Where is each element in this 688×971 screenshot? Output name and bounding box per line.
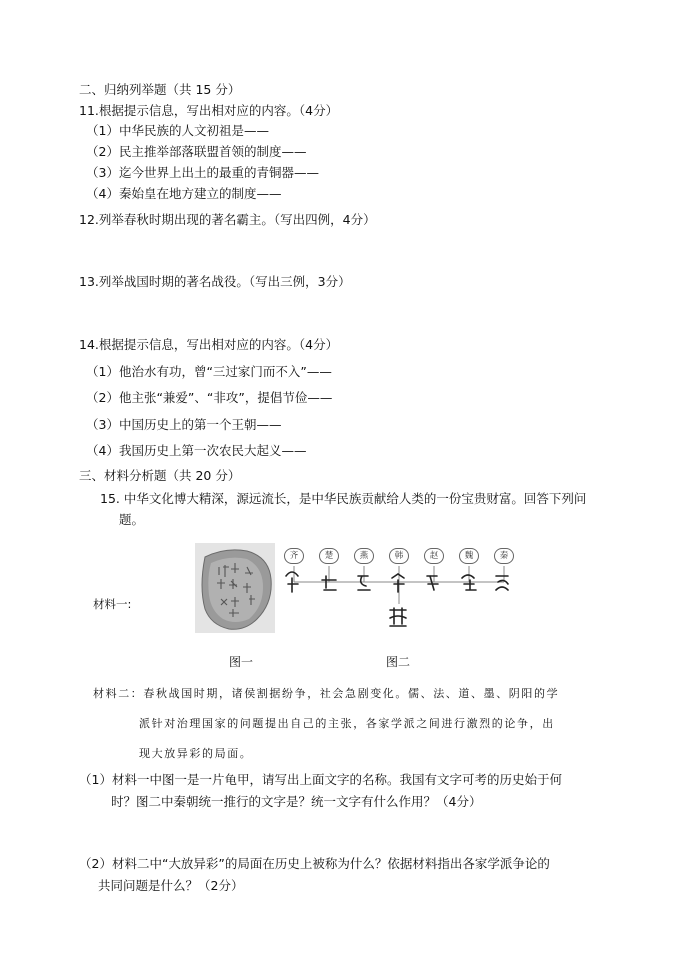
q11-stem: 11.根据提示信息，写出相对应的内容。（4分） [79,103,339,118]
tortoise-shell-icon [195,543,275,633]
sub2-line2: 共同问题是什么？（2分） [98,878,244,893]
q14-stem: 14.根据提示信息，写出相对应的内容。（4分） [79,337,339,352]
section2-title: 二、归纳列举题（共 15 分） [79,82,241,97]
material2-line3: 现大放异彩的局面。 [139,747,253,760]
state-label-qin: 秦 [494,548,514,564]
q11-item-4: （4）秦始皇在地方建立的制度—— [86,186,282,201]
q12-text: 12.列举春秋时期出现的著名霸主。（写出四例，4分） [79,212,376,227]
q11-item-2: （2）民主推举部落联盟首领的制度—— [86,144,307,159]
script-unification-figure [280,548,520,632]
q13-text: 13.列举战国时期的著名战役。（写出三例，3分） [79,274,351,289]
q14-item-4: （4）我国历史上第一次农民大起义—— [86,443,307,458]
q14-item-2: （2）他主张“兼爱”、“非攻”，提倡节俭—— [86,390,333,405]
state-label-han: 韩 [389,548,409,564]
sub1-line2: 时？图二中秦朝统一推行的文字是？统一文字有什么作用？（4分） [111,794,482,809]
q14-item-1: （1）他治水有功，曾“三过家门而不入”—— [86,364,332,379]
state-label-chu: 楚 [319,548,339,564]
material1-label: 材料一: [93,597,132,611]
sub2-line1: （2）材料二中“大放异彩”的局面在历史上被称为什么？依据材料指出各家学派争论的 [79,856,550,871]
oracle-bone-figure [195,543,275,633]
material2-line2: 派针对治理国家的问题提出自己的主张，各家学派之间进行激烈的论争，出 [139,717,555,730]
q14-item-3: （3）中国历史上的第一个王朝—— [86,417,282,432]
state-label-wei: 魏 [459,548,479,564]
state-label-zhao: 赵 [424,548,444,564]
q15-stem-line2: 题。 [119,512,145,527]
section3-title: 三、材料分析题（共 20 分） [79,468,241,483]
state-label-yan: 燕 [354,548,374,564]
material2-line1: 材料二：春秋战国时期，诸侯割据纷争，社会急剧变化。儒、法、道、墨、阴阳的学 [93,687,560,700]
q11-item-3: （3）迄今世界上出土的最重的青铜器—— [86,165,319,180]
fig1-caption: 图一 [229,655,254,669]
state-label-qi: 齐 [284,548,304,564]
q11-item-1: （1）中华民族的人文初祖是—— [86,123,269,138]
q15-stem-line1: 15. 中华文化博大精深，源远流长，是中华民族贡献给人类的一份宝贵财富。回答下列问 [100,491,587,506]
fig2-caption: 图二 [386,655,411,669]
sub1-line1: （1）材料一中图一是一片龟甲，请写出上面文字的名称。我国有文字可考的历史始于何 [79,772,562,787]
